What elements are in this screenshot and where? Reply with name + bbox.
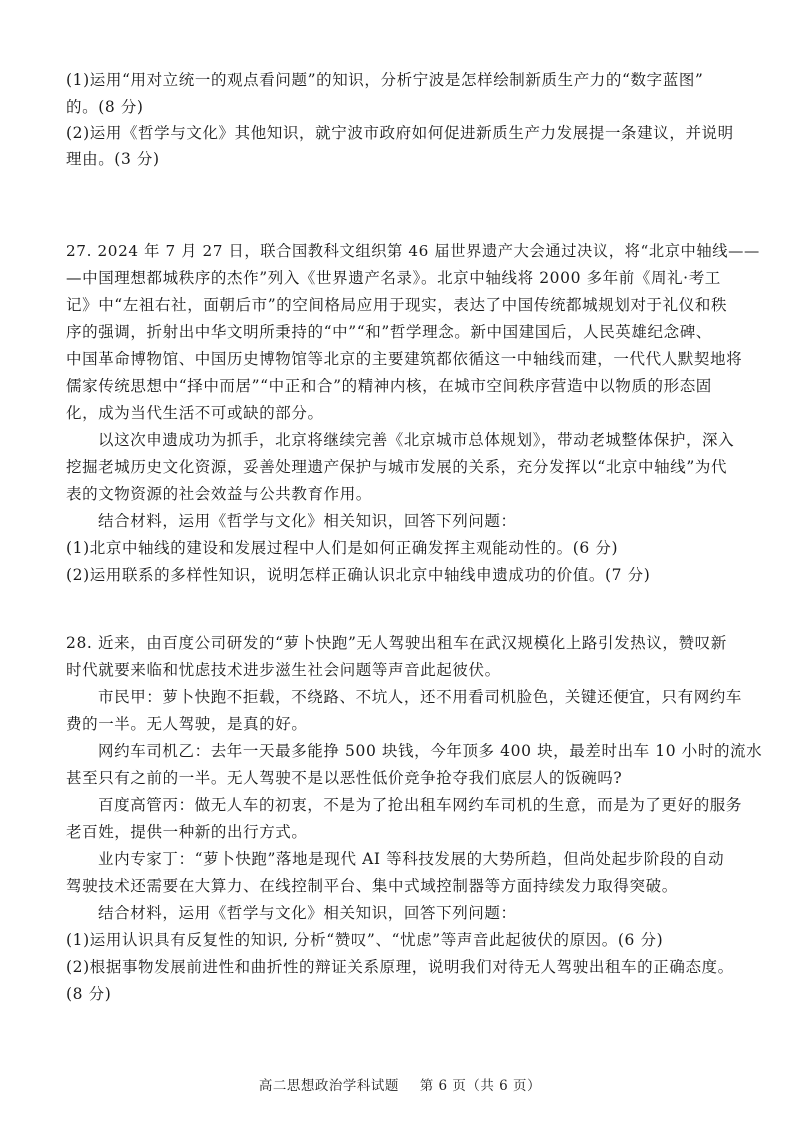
q26-sub2-line2: 理由。(3 分) bbox=[66, 150, 160, 168]
q27-instruction: 结合材料，运用《哲学与文化》相关知识，回答下列问题： bbox=[98, 512, 517, 530]
q28-executive-line: 百度高管丙：做无人车的初衷，不是为了抢出租车网约车司机的生意，而是为了更好的服务 bbox=[98, 796, 743, 814]
q28-executive-line: 老百姓，提供一种新的出行方式。 bbox=[66, 823, 308, 841]
q28-sub2-line2: (8 分) bbox=[66, 985, 112, 1003]
q27-text-line: 中国革命博物馆、中国历史博物馆等北京的主要建筑都依循这一中轴线而建，一代代人默契地将 bbox=[66, 350, 743, 368]
q28-intro-line: 时代就要来临和忧虑技术进步滋生社会问题等声音此起彼伏。 bbox=[66, 661, 501, 679]
q27-text-line: 记》中“左祖右社，面朝后市”的空间格局应用于现实，表达了中国传统都城规划对于礼仪和秩 bbox=[66, 296, 728, 314]
q28-expert-line: 驾驶技术还需要在大算力、在线控制平台、集中式域控制器等方面持续发力取得突破。 bbox=[66, 877, 678, 895]
q28-intro-line: 28. 近来，由百度公司研发的“萝卜快跑”无人驾驶出租车在武汉规模化上路引发热议，赞叹新 bbox=[66, 634, 727, 652]
q28-instruction: 结合材料，运用《哲学与文化》相关知识，回答下列问题： bbox=[98, 904, 517, 922]
q28-driver-line: 网约车司机乙：去年一天最多能挣 500 块钱，今年顶多 400 块，最差时出车 10 小时的流水 bbox=[98, 742, 763, 760]
q27-para2-line: 表的文物资源的社会效益与公共教育作用。 bbox=[66, 485, 372, 503]
q27-para2-line: 挖掘老城历史文化资源，妥善处理遗产保护与城市发展的关系，充分发挥以“北京中轴线”为代 bbox=[66, 458, 728, 476]
footer-page-number: 第 6 页（共 6 页） bbox=[419, 1078, 542, 1094]
q28-expert-line: 业内专家丁：“萝卜快跑”落地是现代 AI 等科技发展的大势所趋，但尚处起步阶段的自动 bbox=[98, 850, 725, 868]
q27-text-line: 27. 2024 年 7 月 27 日，联合国教科文组织第 46 届世界遗产大会通过决议，将“北京中轴线—— bbox=[66, 242, 760, 260]
q27-para2-line: 以这次申遗成功为抓手，北京将继续完善《北京城市总体规划》，带动老城整体保护，深入 bbox=[98, 431, 735, 449]
q27-sub1: (1)北京中轴线的建设和发展过程中人们是如何正确发挥主观能动性的。(6 分) bbox=[66, 539, 619, 557]
q27-text-line: 化，成为当代生活不可或缺的部分。 bbox=[66, 404, 324, 422]
q28-sub2-line1: (2)根据事物发展前进性和曲折性的辩证关系原理，说明我们对待无人驾驶出租车的正确态度。 bbox=[66, 958, 734, 976]
q28-citizen-line: 市民甲：萝卜快跑不拒载，不绕路、不坑人，还不用看司机脸色，关键还便宜，只有网约车 bbox=[98, 688, 743, 706]
q26-sub1-line2: 的。(8 分) bbox=[66, 98, 144, 116]
q28-driver-line: 甚至只有之前的一半。无人驾驶不是以恶性低价竞争抢夺我们底层人的饭碗吗? bbox=[66, 769, 623, 787]
q28-citizen-line: 费的一半。无人驾驶，是真的好。 bbox=[66, 715, 308, 733]
q27-sub2: (2)运用联系的多样性知识，说明怎样正确认识北京中轴线申遗成功的价值。(7 分) bbox=[66, 566, 651, 584]
q27-text-line: 儒家传统思想中“择中而居”“中正和合”的精神内核，在城市空间秩序营造中以物质的形态固 bbox=[66, 377, 712, 395]
q26-sub2-line1: (2)运用《哲学与文化》其他知识，就宁波市政府如何促进新质生产力发展提一条建议，并说明 bbox=[66, 124, 734, 142]
q27-text-line: 序的强调，折射出中华文明所秉持的“中”“和”哲学理念。新中国建国后，人民英雄纪念碑、 bbox=[66, 323, 712, 341]
q28-sub1: (1)运用认识具有反复性的知识, 分析“赞叹”、“忧虑”等声音此起彼伏的原因。(6 分) bbox=[66, 931, 664, 949]
footer-subject: 高二思想政治学科试题 bbox=[258, 1078, 399, 1094]
q26-sub1-line1: (1)运用“用对立统一的观点看问题”的知识，分析宁波是怎样绘制新质生产力的“数字蓝图” bbox=[66, 71, 704, 89]
page-footer bbox=[0, 1074, 800, 1094]
q27-text-line: —中国理想都城秩序的杰作”列入《世界遗产名录》。北京中轴线将 2000 多年前《周礼·考工 bbox=[66, 269, 721, 287]
